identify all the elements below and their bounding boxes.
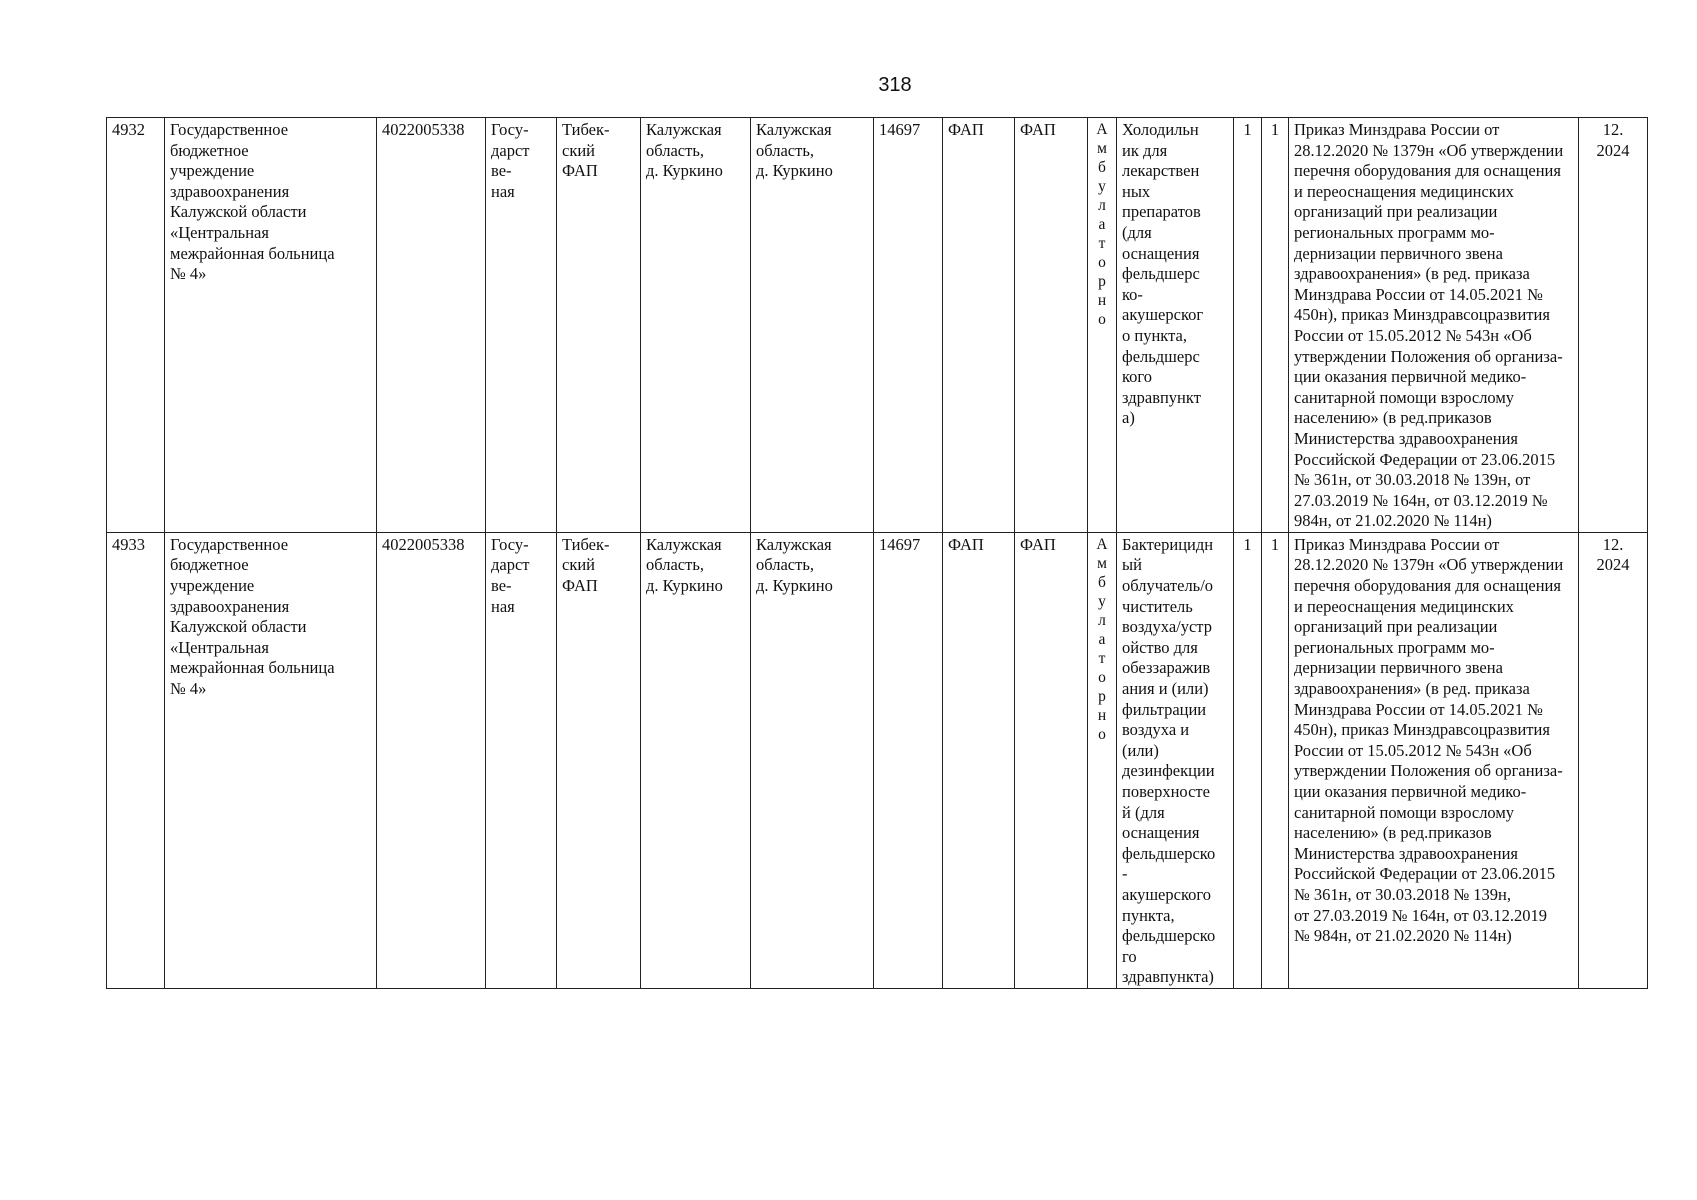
care-form-letter: б (1098, 159, 1106, 176)
care-form-letter: о (1098, 311, 1106, 328)
code-cell: 14697 (874, 118, 943, 533)
quantity-required-cell: 1 (1234, 118, 1262, 533)
table-row (107, 118, 1648, 533)
care-form-letter: а (1098, 630, 1106, 648)
quantity-planned-cell: 1 (1262, 532, 1289, 988)
address-cell: Калужская область, д. Куркино (751, 118, 874, 533)
equipment-registry-table (106, 117, 1648, 989)
quantity-required-cell: 1 (1234, 532, 1262, 988)
page-number: 318 (878, 74, 912, 96)
quantity-planned-cell: 1 (1262, 118, 1289, 533)
care-form-cell (1088, 118, 1117, 533)
facility-type-cell: ФАП (943, 118, 1015, 533)
care-form-letter: у (1098, 592, 1106, 610)
care-form-letter: А (1096, 121, 1108, 138)
legal-basis-cell: Приказ Минздрава России от 28.12.2020 № 1379н «Об утверждении перечня оборудования для оснащения и переоснащения медицинских организаций при реализации региональных программ мо- дернизации первичного звена здравоохранения» (в ред. приказа Минздрава России от 14.05.2021 № 450н), приказ Минздравсоцразвития России от 15.05.2012 № 543н «Об утверждении Положения об организа- ции оказания первичной медико- санитарной помощи взрослому населению» (в ред.приказов Министерства здравоохранения Российской Федерации от 23.06.2015 № 361н, от 30.03.2018 № 139н, от 27.03.2019 № 164н, от 03.12.2019 № 984н, от 21.02.2020 № 114н) (1289, 532, 1579, 988)
care-form-letter: м (1097, 554, 1107, 572)
deadline-cell: 12. 2024 (1579, 118, 1648, 533)
care-form-letter: р (1098, 273, 1106, 290)
organization-name-cell: Государственное бюджетное учреждение здравоохранения Калужской области «Центральная межрайонная больница № 4» (165, 118, 377, 533)
row-id-cell: 4932 (107, 118, 165, 533)
organization-name-cell: Государственное бюджетное учреждение здравоохранения Калужской области «Центральная межрайонная больница № 4» (165, 532, 377, 988)
table-row (107, 532, 1648, 988)
deadline-cell: 12. 2024 (1579, 532, 1648, 988)
inn-cell: 4022005338 (377, 118, 486, 533)
facility-type-cell: ФАП (1015, 532, 1088, 988)
care-form-letter: л (1098, 611, 1106, 629)
row-id-cell: 4933 (107, 532, 165, 988)
care-form-letter: р (1098, 687, 1106, 705)
care-form-letter: м (1097, 140, 1107, 157)
care-form-letter: о (1098, 725, 1106, 743)
care-form-letter: А (1096, 535, 1108, 553)
equipment-cell: Холодильн ик для лекарствен ных препаратов (для оснащения фельдшерс ко- акушерског о пункта, фельдшерс кого здравпункт а) (1117, 118, 1234, 533)
care-form-letter: о (1098, 668, 1106, 686)
address-cell: Калужская область, д. Куркино (641, 532, 751, 988)
unit-cell: Тибек- ский ФАП (557, 532, 641, 988)
care-form-letter: у (1098, 178, 1106, 195)
care-form-letter: т (1098, 235, 1106, 252)
inn-cell: 4022005338 (377, 532, 486, 988)
care-form-letter: т (1098, 649, 1106, 667)
address-cell: Калужская область, д. Куркино (641, 118, 751, 533)
care-form-cell (1088, 532, 1117, 988)
unit-cell: Тибек- ский ФАП (557, 118, 641, 533)
care-form-letter: б (1098, 573, 1106, 591)
legal-basis-cell: Приказ Минздрава России от 28.12.2020 № 1379н «Об утверждении перечня оборудования для оснащения и переоснащения медицинских организаций при реализации региональных программ мо- дернизации первичного звена здравоохранения» (в ред. приказа Минздрава России от 14.05.2021 № 450н), приказ Минздравсоцразвития России от 15.05.2012 № 543н «Об утверждении Положения об организа- ции оказания первичной медико- санитарной помощи взрослому населению» (в ред.приказов Министерства здравоохранения Российской Федерации от 23.06.2015 № 361н, от 30.03.2018 № 139н, от 27.03.2019 № 164н, от 03.12.2019 № 984н, от 21.02.2020 № 114н) (1289, 118, 1579, 533)
address-cell: Калужская область, д. Куркино (751, 532, 874, 988)
care-form-letter: н (1097, 706, 1107, 724)
equipment-cell: Бактерицидн ый облучатель/о чиститель воздуха/устр ойство для обеззаражив ания и (или) фильтрации воздуха и (или) дезинфекции поверхносте й (для оснащения фельдшерско - акушерского пункта, фельдшерско го здравпункта) (1117, 532, 1234, 988)
ownership-cell: Госу- дарст ве- ная (486, 118, 557, 533)
care-form-letter: л (1098, 197, 1106, 214)
facility-type-cell: ФАП (943, 532, 1015, 988)
care-form-letter: а (1098, 216, 1106, 233)
care-form-letter: о (1098, 254, 1106, 271)
care-form-letter: н (1097, 292, 1107, 309)
ownership-cell: Госу- дарст ве- ная (486, 532, 557, 988)
code-cell: 14697 (874, 532, 943, 988)
facility-type-cell: ФАП (1015, 118, 1088, 533)
